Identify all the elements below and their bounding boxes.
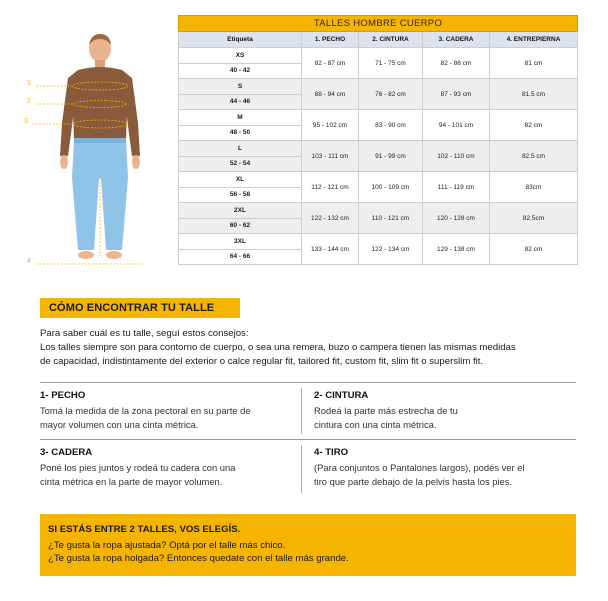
tip-text: Poné los pies juntos y rodeá tu cadera con una bbox=[40, 462, 236, 473]
tip-text: Rodeá la parte más estrecha de tu bbox=[314, 405, 458, 416]
man-silhouette bbox=[22, 28, 162, 273]
how-to-header: CÓMO ENCONTRAR TU TALLE bbox=[40, 298, 240, 318]
table-body bbox=[179, 48, 578, 265]
tip-text: cintura con una cinta métrica. bbox=[314, 419, 437, 430]
table-row bbox=[179, 203, 578, 219]
pecho-value: 88 - 94 cm bbox=[302, 79, 359, 110]
size-alt-tag: 64 - 66 bbox=[179, 249, 302, 265]
tip-title: 4- TIRO bbox=[314, 447, 349, 458]
cadera-value: 129 - 138 cm bbox=[423, 234, 490, 265]
divider bbox=[40, 439, 576, 440]
tip-text: mayor volumen con una cinta métrica. bbox=[40, 419, 199, 430]
cintura-value: 71 - 75 cm bbox=[359, 48, 423, 79]
promo-title: SI ESTÁS ENTRE 2 TALLES, VOS ELEGÍS. bbox=[48, 524, 241, 535]
header-cintura: 2. CINTURA bbox=[359, 32, 423, 48]
entrepierna-value: 81 cm bbox=[490, 48, 578, 79]
marker-3-label: 3 bbox=[24, 118, 28, 125]
cintura-value: 110 - 121 cm bbox=[359, 203, 423, 234]
pecho-value: 112 - 121 cm bbox=[302, 172, 359, 203]
body-measurement-figure bbox=[22, 28, 162, 273]
cintura-value: 76 - 82 cm bbox=[359, 79, 423, 110]
size-table bbox=[178, 15, 578, 265]
entrepierna-value: 82.5 cm bbox=[490, 141, 578, 172]
entrepierna-value: 83cm bbox=[490, 172, 578, 203]
divider bbox=[40, 382, 576, 383]
entrepierna-value: 82 cm bbox=[490, 234, 578, 265]
tip-title: 1- PECHO bbox=[40, 390, 86, 401]
table-row bbox=[179, 79, 578, 95]
divider bbox=[301, 445, 302, 493]
tip-pecho bbox=[40, 390, 280, 432]
marker-4-label: 4 bbox=[27, 258, 31, 265]
tip-text: cinta métrica en la parte de mayor volumen. bbox=[40, 476, 223, 487]
header-pecho: 1. PECHO bbox=[302, 32, 359, 48]
cadera-value: 111 - 119 cm bbox=[423, 172, 490, 203]
header-cadera: 3. CADERA bbox=[423, 32, 490, 48]
table-title: TALLES HOMBRE CUERPO bbox=[179, 16, 578, 32]
intro-line: de capacidad, indistintamente del exterior o calce regular fit, tailored fit, custom fit, slim fit o superslim fit. bbox=[40, 356, 484, 367]
cadera-value: 94 - 101 cm bbox=[423, 110, 490, 141]
promo-line: ¿Te gusta la ropa holgada? Entonces quedate con el talle más grande. bbox=[48, 553, 349, 564]
marker-2-label: 2 bbox=[27, 98, 31, 105]
cadera-value: 82 - 86 cm bbox=[423, 48, 490, 79]
size-tag: S bbox=[179, 79, 302, 95]
cadera-value: 102 - 110 cm bbox=[423, 141, 490, 172]
pecho-value: 82 - 87 cm bbox=[302, 48, 359, 79]
size-tag: 2XL bbox=[179, 203, 302, 219]
marker-1-label: 1 bbox=[27, 80, 31, 87]
table-row bbox=[179, 234, 578, 250]
cintura-value: 91 - 99 cm bbox=[359, 141, 423, 172]
header-etiqueta: Etiqueta bbox=[179, 32, 302, 48]
size-alt-tag: 60 - 62 bbox=[179, 218, 302, 234]
intro-text bbox=[40, 327, 585, 369]
pecho-value: 133 - 144 cm bbox=[302, 234, 359, 265]
table-row bbox=[179, 141, 578, 157]
table-row bbox=[179, 48, 578, 64]
promo-box bbox=[40, 514, 576, 576]
tip-cadera bbox=[40, 447, 280, 489]
cintura-value: 122 - 134 cm bbox=[359, 234, 423, 265]
tip-tiro bbox=[314, 447, 554, 489]
pecho-value: 95 - 102 cm bbox=[302, 110, 359, 141]
intro-line: Los talles siempre son para contorno de cuerpo, o sea una remera, buzo o campera tienen las mismas medidas bbox=[40, 342, 516, 353]
size-alt-tag: 44 - 46 bbox=[179, 94, 302, 110]
table-row bbox=[179, 110, 578, 126]
size-tag: XL bbox=[179, 172, 302, 188]
size-alt-tag: 52 - 54 bbox=[179, 156, 302, 172]
entrepierna-value: 81.5 cm bbox=[490, 79, 578, 110]
cintura-value: 83 - 90 cm bbox=[359, 110, 423, 141]
entrepierna-value: 82.5cm bbox=[490, 203, 578, 234]
table-header-row bbox=[179, 32, 578, 48]
cadera-value: 120 - 128 cm bbox=[423, 203, 490, 234]
pecho-value: 103 - 111 cm bbox=[302, 141, 359, 172]
size-alt-tag: 40 - 42 bbox=[179, 63, 302, 79]
intro-line: Para saber cuál es tu talle, seguí estos consejos: bbox=[40, 328, 249, 339]
tip-cintura bbox=[314, 390, 554, 432]
size-tag: L bbox=[179, 141, 302, 157]
tip-text: (Para conjuntos o Pantalones largos), podés ver el bbox=[314, 462, 525, 473]
pecho-value: 122 - 132 cm bbox=[302, 203, 359, 234]
size-tag: 3XL bbox=[179, 234, 302, 250]
header-entrepierna: 4. ENTREPIERNA bbox=[490, 32, 578, 48]
size-tag: M bbox=[179, 110, 302, 126]
tip-text: Tomá la medida de la zona pectoral en su parte de bbox=[40, 405, 251, 416]
table-row bbox=[179, 172, 578, 188]
tip-title: 2- CINTURA bbox=[314, 390, 369, 401]
entrepierna-value: 82 cm bbox=[490, 110, 578, 141]
cadera-value: 87 - 93 cm bbox=[423, 79, 490, 110]
size-alt-tag: 56 - 58 bbox=[179, 187, 302, 203]
divider bbox=[301, 388, 302, 434]
tip-title: 3- CADERA bbox=[40, 447, 93, 458]
cintura-value: 100 - 109 cm bbox=[359, 172, 423, 203]
tip-text: tiro que parte debajo de la pelvis hasta los pies. bbox=[314, 476, 513, 487]
promo-line: ¿Te gusta la ropa ajustada? Optá por el talle más chico. bbox=[48, 540, 286, 551]
size-alt-tag: 48 - 50 bbox=[179, 125, 302, 141]
size-tag: XS bbox=[179, 48, 302, 64]
